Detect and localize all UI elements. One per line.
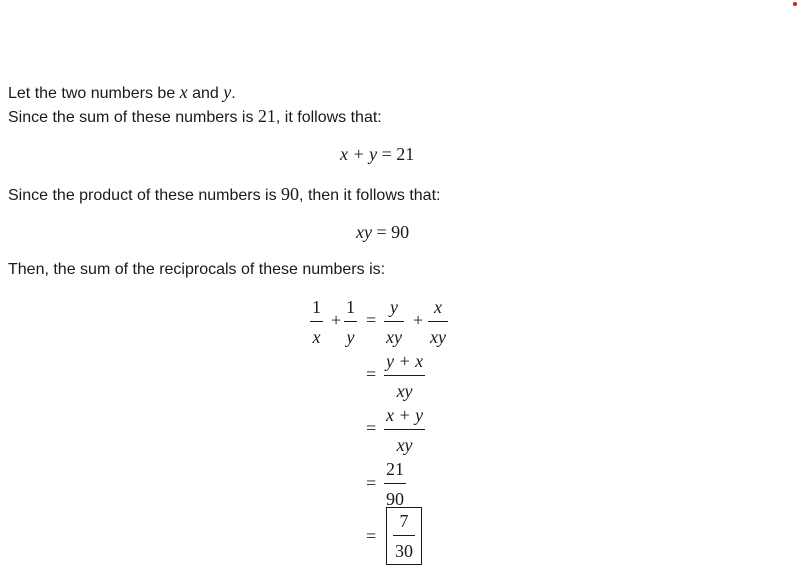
product-statement [8, 184, 440, 206]
fraction-y-over-xy [384, 296, 404, 348]
variable-x: x [179, 82, 188, 102]
fraction-bar [384, 321, 404, 322]
fraction-numerator: y [389, 297, 398, 317]
fraction-denominator: x [312, 327, 321, 347]
equals-sign: = [366, 364, 377, 384]
fraction-bar [384, 429, 425, 430]
fraction-denominator: xy [430, 327, 446, 347]
fraction-denominator: xy [386, 327, 402, 347]
fraction-x-plus-y-over-xy [384, 404, 425, 456]
fraction-bar [393, 535, 415, 536]
reciprocal-statement [8, 260, 385, 280]
equals-sign: = [366, 473, 377, 493]
equals-sign: = [366, 418, 377, 438]
sum-statement-text: Since the sum of these numbers is [8, 109, 258, 126]
sum-equation-rhs: 21 [396, 144, 415, 164]
intro-line [8, 82, 236, 104]
plus-sign: + [331, 310, 342, 330]
fraction-one-over-x [310, 296, 323, 348]
intro-and: and [187, 85, 224, 102]
fraction-bar [384, 375, 425, 376]
equals-sign: = [366, 310, 377, 330]
variable-y: y [223, 82, 232, 102]
plus-sign: + [413, 310, 424, 330]
final-answer-numerator: 7 [399, 511, 409, 531]
sum-equation [340, 144, 414, 165]
fraction-denominator: 90 [386, 489, 404, 509]
fraction-bar [428, 321, 448, 322]
product-equation [356, 222, 409, 243]
product-equation-rhs: 90 [391, 222, 410, 242]
reciprocal-statement-text: Then, the sum of the reciprocals of these numbers is: [8, 261, 386, 278]
sum-statement [8, 106, 382, 128]
fraction-bar [384, 483, 406, 484]
fraction-numerator: x [433, 297, 442, 317]
corner-dot [793, 2, 797, 6]
equals-sign: = [366, 526, 377, 546]
fraction-y-plus-x-over-xy [384, 350, 425, 402]
sum-equation-lhs: x + y [340, 144, 378, 164]
fraction-numerator: 1 [346, 297, 355, 317]
product-equation-lhs: xy [356, 222, 372, 242]
fraction-denominator: xy [396, 435, 413, 455]
fraction-numerator: y + x [386, 351, 424, 371]
product-statement-end: , then it follows that: [299, 187, 441, 204]
product-statement-text: Since the product of these numbers is [8, 187, 282, 204]
sum-value: 21 [257, 106, 276, 126]
sum-statement-end: , it follows that: [275, 109, 382, 126]
fraction-one-over-y [344, 296, 357, 348]
fraction-denominator: xy [396, 381, 413, 401]
fraction-21-over-90 [384, 458, 406, 510]
final-answer-denominator: 30 [395, 541, 413, 561]
final-answer-box [386, 507, 422, 565]
fraction-bar [344, 321, 357, 322]
intro-text: Let the two numbers be [8, 85, 180, 102]
product-value: 90 [281, 184, 300, 204]
fraction-numerator: 21 [386, 459, 404, 479]
fraction-numerator: 1 [312, 297, 321, 317]
sum-equation-equals: = [381, 144, 392, 164]
intro-period: . [231, 85, 236, 102]
fraction-denominator: y [346, 327, 355, 347]
fraction-bar [310, 321, 323, 322]
fraction-x-over-xy [428, 296, 448, 348]
fraction-numerator: x + y [386, 405, 424, 425]
product-equation-equals: = [376, 222, 387, 242]
